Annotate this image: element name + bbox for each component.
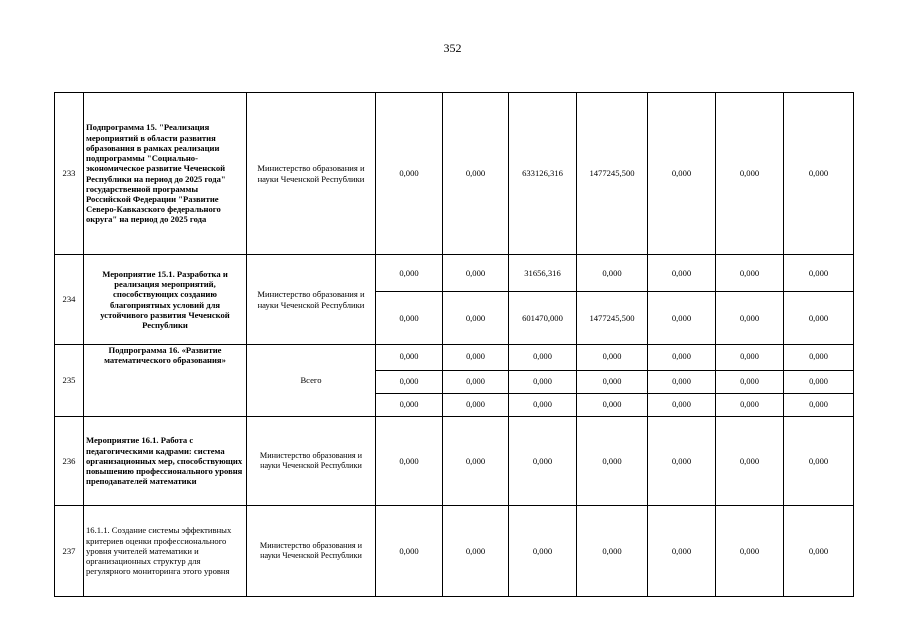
table-row-236	[55, 417, 854, 506]
value-cell: 0,000	[443, 292, 509, 345]
value-cell: 0,000	[784, 345, 854, 371]
value-cell: 0,000	[443, 506, 509, 597]
value-cell: 0,000	[509, 371, 577, 394]
value-cell: 0,000	[784, 93, 854, 255]
value-cell: 0,000	[784, 394, 854, 417]
value-cell: 0,000	[443, 345, 509, 371]
row-name: Подпрограмма 16. «Развитие математического образования»	[84, 345, 247, 417]
value-cell: 0,000	[577, 394, 648, 417]
row-executor: Всего	[247, 345, 376, 417]
value-cell: 0,000	[716, 93, 784, 255]
value-cell: 0,000	[784, 371, 854, 394]
value-cell: 0,000	[716, 345, 784, 371]
table-row-234	[55, 255, 854, 292]
value-cell: 0,000	[376, 255, 443, 292]
value-cell: 0,000	[784, 255, 854, 292]
value-cell: 0,000	[648, 417, 716, 506]
value-cell: 0,000	[716, 292, 784, 345]
value-cell: 0,000	[509, 345, 577, 371]
value-cell: 0,000	[716, 417, 784, 506]
row-executor: Министерство образования и науки Чеченской Республики	[247, 255, 376, 345]
table-row-237	[55, 506, 854, 597]
value-cell: 0,000	[509, 417, 577, 506]
value-cell: 0,000	[648, 394, 716, 417]
value-cell: 0,000	[648, 93, 716, 255]
value-cell: 633126,316	[509, 93, 577, 255]
value-cell: 1477245,500	[577, 93, 648, 255]
row-name: Мероприятие 15.1. Разработка и реализация мероприятий, способствующих созданию благоприятных условий для устойчивого развития Чеченской Республики	[84, 255, 247, 345]
value-cell: 31656,316	[509, 255, 577, 292]
value-cell: 0,000	[376, 506, 443, 597]
row-name: Мероприятие 16.1. Работа с педагогическими кадрами: система организационных мер, способствующих повышению профессионального уровня преподавателей математики	[84, 417, 247, 506]
value-cell: 0,000	[376, 417, 443, 506]
value-cell: 0,000	[648, 292, 716, 345]
value-cell: 0,000	[443, 255, 509, 292]
row-name: 16.1.1. Создание системы эффективных критериев оценки профессионального уровня учителей математики и организационных структур для регулярного мониторинга этого уровня	[84, 506, 247, 597]
value-cell: 0,000	[577, 506, 648, 597]
value-cell: 0,000	[443, 394, 509, 417]
value-cell: 0,000	[648, 345, 716, 371]
row-number: 235	[55, 345, 84, 417]
row-executor: Министерство образования и науки Чеченской Республики	[247, 417, 376, 506]
value-cell: 0,000	[376, 292, 443, 345]
value-cell: 0,000	[648, 255, 716, 292]
value-cell: 0,000	[577, 371, 648, 394]
value-cell: 0,000	[784, 506, 854, 597]
row-executor: Министерство образования и науки Чеченской Республики	[247, 506, 376, 597]
row-number: 234	[55, 255, 84, 345]
table-row-233	[55, 93, 854, 255]
value-cell: 0,000	[443, 93, 509, 255]
row-executor: Министерство образования и науки Чеченской Республики	[247, 93, 376, 255]
value-cell: 1477245,500	[577, 292, 648, 345]
budget-table	[54, 92, 854, 597]
value-cell: 0,000	[716, 394, 784, 417]
value-cell: 0,000	[716, 255, 784, 292]
value-cell: 0,000	[648, 506, 716, 597]
value-cell: 0,000	[376, 345, 443, 371]
value-cell: 0,000	[784, 292, 854, 345]
value-cell: 0,000	[509, 506, 577, 597]
value-cell: 0,000	[716, 506, 784, 597]
value-cell: 0,000	[376, 394, 443, 417]
value-cell: 0,000	[443, 417, 509, 506]
value-cell: 0,000	[376, 371, 443, 394]
row-name: Подпрограмма 15. "Реализация мероприятий в области развития образования в рамках реализации подпрограммы "Социально-экономическое развитие Чеченской Республики на период до 2025 года" государственной программы Российской Федерации "Развитие Северо-Кавказского федерального округа" на период до 2025 года	[84, 93, 247, 255]
value-cell: 0,000	[509, 394, 577, 417]
value-cell: 0,000	[716, 371, 784, 394]
row-number: 237	[55, 506, 84, 597]
value-cell: 0,000	[577, 255, 648, 292]
value-cell: 0,000	[577, 345, 648, 371]
page-number: 352	[443, 41, 462, 55]
value-cell: 601470,000	[509, 292, 577, 345]
row-number: 236	[55, 417, 84, 506]
value-cell: 0,000	[784, 417, 854, 506]
value-cell: 0,000	[376, 93, 443, 255]
table-row-235	[55, 345, 854, 371]
row-number: 233	[55, 93, 84, 255]
value-cell: 0,000	[443, 371, 509, 394]
value-cell: 0,000	[577, 417, 648, 506]
value-cell: 0,000	[648, 371, 716, 394]
